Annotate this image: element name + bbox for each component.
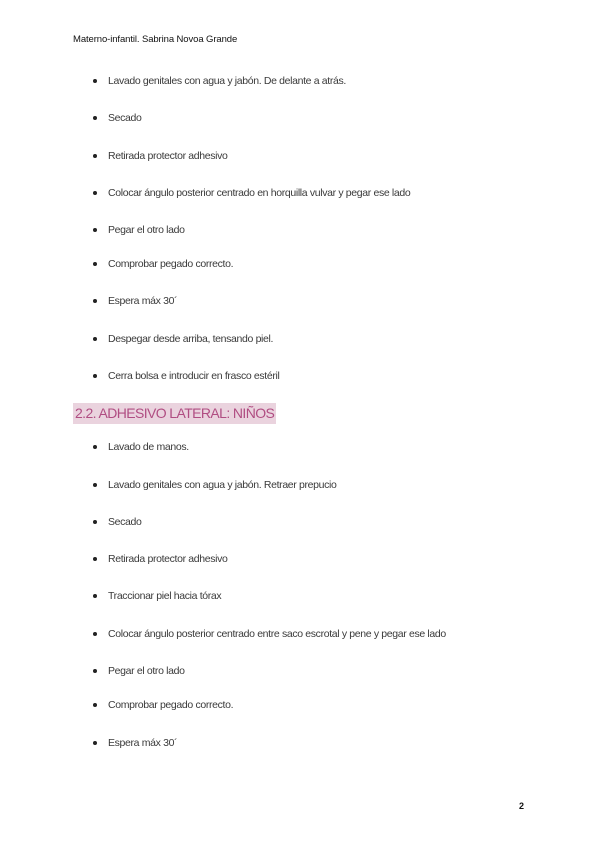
bullet-icon [93, 191, 97, 195]
bullet-icon [93, 741, 97, 745]
bullet-icon [93, 669, 97, 673]
list-item: Traccionar piel hacia tórax [108, 590, 222, 602]
bullet-icon [93, 228, 97, 232]
bullet-icon [93, 154, 97, 158]
list-item: Colocar ángulo posterior centrado en horquilla vulvar y pegar ese lado [108, 187, 411, 199]
bullet-icon [93, 632, 97, 636]
list-item: Lavado genitales con agua y jabón. Retraer prepucio [108, 479, 337, 491]
bullet-icon [93, 703, 97, 707]
bullet-icon [93, 79, 97, 83]
list-item: Espera máx 30´ [108, 295, 178, 307]
page-header: Materno-infantil. Sabrina Novoa Grande [73, 34, 238, 45]
bullet-icon [93, 594, 97, 598]
page-number: 2 [519, 801, 525, 811]
section-heading: 2.2. ADHESIVO LATERAL: NIÑOS [73, 403, 276, 424]
list-item: Secado [108, 516, 142, 528]
list-item: Espera máx 30´ [108, 737, 178, 749]
list-item: Pegar el otro lado [108, 224, 185, 236]
list-item: Despegar desde arriba, tensando piel. [108, 333, 274, 345]
bullet-icon [93, 520, 97, 524]
bullet-icon [93, 557, 97, 561]
bullet-icon [93, 483, 97, 487]
bullet-icon [93, 262, 97, 266]
list-item: Lavado genitales con agua y jabón. De delante a atrás. [108, 75, 346, 87]
list-item: Cerra bolsa e introducir en frasco estéril [108, 370, 280, 382]
list-item: Retirada protector adhesivo [108, 553, 228, 565]
list-item: Comprobar pegado correcto. [108, 258, 234, 270]
bullet-icon [93, 374, 97, 378]
list-item: Colocar ángulo posterior centrado entre saco escrotal y pene y pegar ese lado [108, 628, 446, 640]
list-item: Pegar el otro lado [108, 665, 185, 677]
list-item: Comprobar pegado correcto. [108, 699, 234, 711]
bullet-icon [93, 116, 97, 120]
bullet-icon [93, 337, 97, 341]
list-item: Lavado de manos. [108, 441, 189, 453]
list-item: Secado [108, 112, 142, 124]
bullet-icon [93, 445, 97, 449]
bullet-icon [93, 299, 97, 303]
list-item: Retirada protector adhesivo [108, 150, 228, 162]
